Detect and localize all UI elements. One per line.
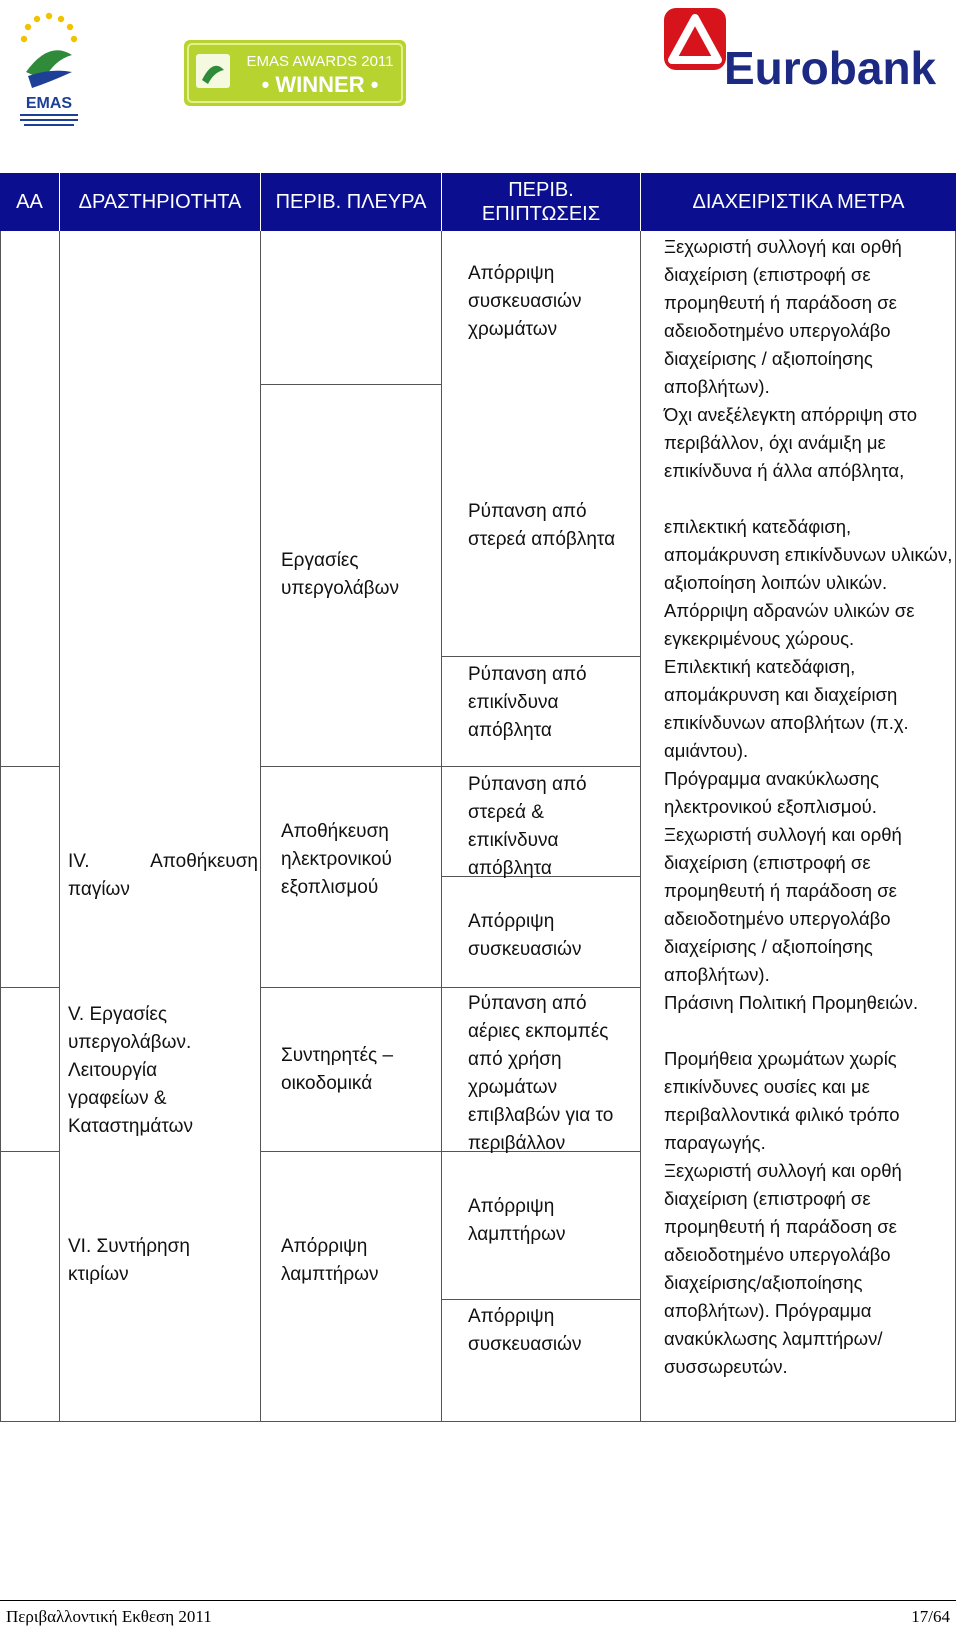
eurobank-wordmark: Eurobank: [724, 42, 937, 94]
row-line: [260, 766, 441, 767]
award-winner: • WINNER •: [261, 72, 379, 97]
column-line: [59, 231, 60, 1422]
measure-item: Ξεχωριστή συλλογή και ορθή διαχείριση (επιστροφή σε προμηθευτή ή παράδοση σε αδειοδοτημένο υπεργολάβο διαχείρισης / αξιοποίησης αποβλήτων).: [664, 824, 902, 985]
row-line: [260, 987, 441, 988]
impact-item: Απόρριψη συσκευασιών χρωμάτων: [468, 263, 582, 340]
activity-iv: [68, 848, 258, 904]
row-line: [441, 1299, 640, 1300]
aspect-electronics: Αποθήκευση ηλεκτρονικού εξοπλισμού: [281, 821, 392, 898]
header-cell-impact: [442, 173, 640, 231]
row-line: [441, 656, 640, 657]
header-aa: ΑΑ: [16, 190, 43, 213]
row-line: [441, 987, 640, 988]
impact-item: Απόρριψη συσκευασιών: [468, 1306, 582, 1355]
impact-item: Απόρριψη λαμπτήρων: [468, 1196, 566, 1245]
column-line: [640, 231, 641, 1422]
header-cell-aspect: [261, 173, 441, 231]
activity-iv-number: IV.: [68, 851, 90, 872]
impact-item: Ρύπανση από αέριες εκπομπές από χρήση χρωμάτων επιβλαβών για το περιβάλλον: [468, 993, 614, 1154]
row-line: [260, 1151, 441, 1152]
footer-title: Περιβαλλοντική Εκθεση 2011: [6, 1607, 212, 1626]
impact-item: Ρύπανση από επικίνδυνα απόβλητα: [468, 664, 587, 741]
measure-item: Ξεχωριστή συλλογή και ορθή διαχείριση (επιστροφή σε προμηθευτή ή παράδοση σε αδειοδοτημένο υπεργολάβο διαχείρισης / αξιοποίησης αποβλήτων).: [664, 236, 902, 397]
activity-iv-text: Αποθήκευση: [150, 851, 258, 872]
measure-item: Όχι ανεξέλεγκτη απόρριψη στο περιβάλλον, όχι ανάμιξη με επικίνδυνα ή άλλα απόβλητα,: [664, 404, 918, 481]
header-cell-measures: [641, 173, 956, 231]
column-line: [441, 231, 442, 1422]
measure-item: Πρόγραμμα ανακύκλωσης ηλεκτρονικού εξοπλισμού.: [664, 768, 880, 817]
impact-item: Ρύπανση από στερεά & επικίνδυνα απόβλητα: [468, 774, 587, 879]
emas-logo-text: EMAS: [25, 95, 73, 112]
measure-item: Επιλεκτική κατεδάφιση, απομάκρυνση και διαχείριση επικίνδυνων αποβλήτων (π.χ. αμιάντου).: [664, 656, 909, 761]
column-line: [955, 231, 956, 1422]
table-bottom-line: [0, 1421, 956, 1422]
header-aspect: ΠΕΡΙΒ. ΠΛΕΥΡΑ: [275, 190, 427, 213]
header-activity: ΔΡΑΣΤΗΡΙΟΤΗΤΑ: [78, 190, 242, 213]
aspect-subcontractors: Εργασίες υπεργολάβων: [281, 550, 399, 599]
activity-vi: VI. Συντήρηση κτιρίων: [68, 1236, 190, 1285]
activity-iv-text2: παγίων: [68, 879, 130, 900]
footer-rule: [0, 1600, 956, 1601]
eurobank-logo: [656, 6, 956, 96]
column-line: [0, 231, 1, 1422]
measure-item: Πράσινη Πολιτική Προμηθειών.: [664, 992, 919, 1013]
row-line: [0, 987, 59, 988]
header-impact-line2: ΕΠΙΠΤΩΣΕΙΣ: [481, 203, 601, 225]
emas-logo: [14, 10, 84, 132]
footer-page-number: 17/64: [911, 1607, 950, 1626]
award-title: EMAS AWARDS 2011: [246, 53, 394, 70]
row-line: [0, 1151, 59, 1152]
header-impact-line1: ΠΕΡΙΒ.: [508, 179, 574, 201]
impact-item: Απόρριψη συσκευασιών: [468, 911, 582, 960]
activity-v: V. Εργασίες υπεργολάβων. Λειτουργία γραφείων & Καταστημάτων: [68, 1004, 193, 1137]
measure-item: επιλεκτική κατεδάφιση, απομάκρυνση επικίνδυνων υλικών, αξιοποίηση λοιπών υλικών.: [664, 516, 953, 593]
column-line: [260, 231, 261, 1422]
header-cell-aa: [0, 173, 59, 231]
row-line: [0, 766, 59, 767]
header-cell-activity: [60, 173, 260, 231]
header-measures: ΔΙΑΧΕΙΡΙΣΤΙΚΑ ΜΕΤΡΑ: [692, 190, 905, 213]
measure-item: Απόρριψη αδρανών υλικών σε εγκεκριμένους χώρους.: [664, 600, 915, 649]
row-line: [260, 384, 441, 385]
impact-item: Ρύπανση από στερεά απόβλητα: [468, 501, 616, 550]
row-line: [441, 766, 640, 767]
emas-award-logo: [184, 40, 406, 106]
environmental-aspects-table: [0, 173, 956, 1422]
aspect-maintainers: Συντηρητές – οικοδομικά: [281, 1045, 394, 1094]
aspect-lamps: Απόρριψη λαμπτήρων: [281, 1236, 379, 1285]
measure-item: Ξεχωριστή συλλογή και ορθή διαχείριση (επιστροφή σε προμηθευτή ή παράδοση σε αδειοδοτημένο υπεργολάβο διαχείρισης/αξιοποίησης αποβλήτων). Πρόγραμμα ανακύκλωσης λαμπτήρων/συσσωρευτών.: [664, 1160, 902, 1377]
measure-item: Προμήθεια χρωμάτων χωρίς επικίνδυνες ουσίες και με περιβαλλοντικά φιλικό τρόπο παραγωγής.: [664, 1048, 900, 1153]
